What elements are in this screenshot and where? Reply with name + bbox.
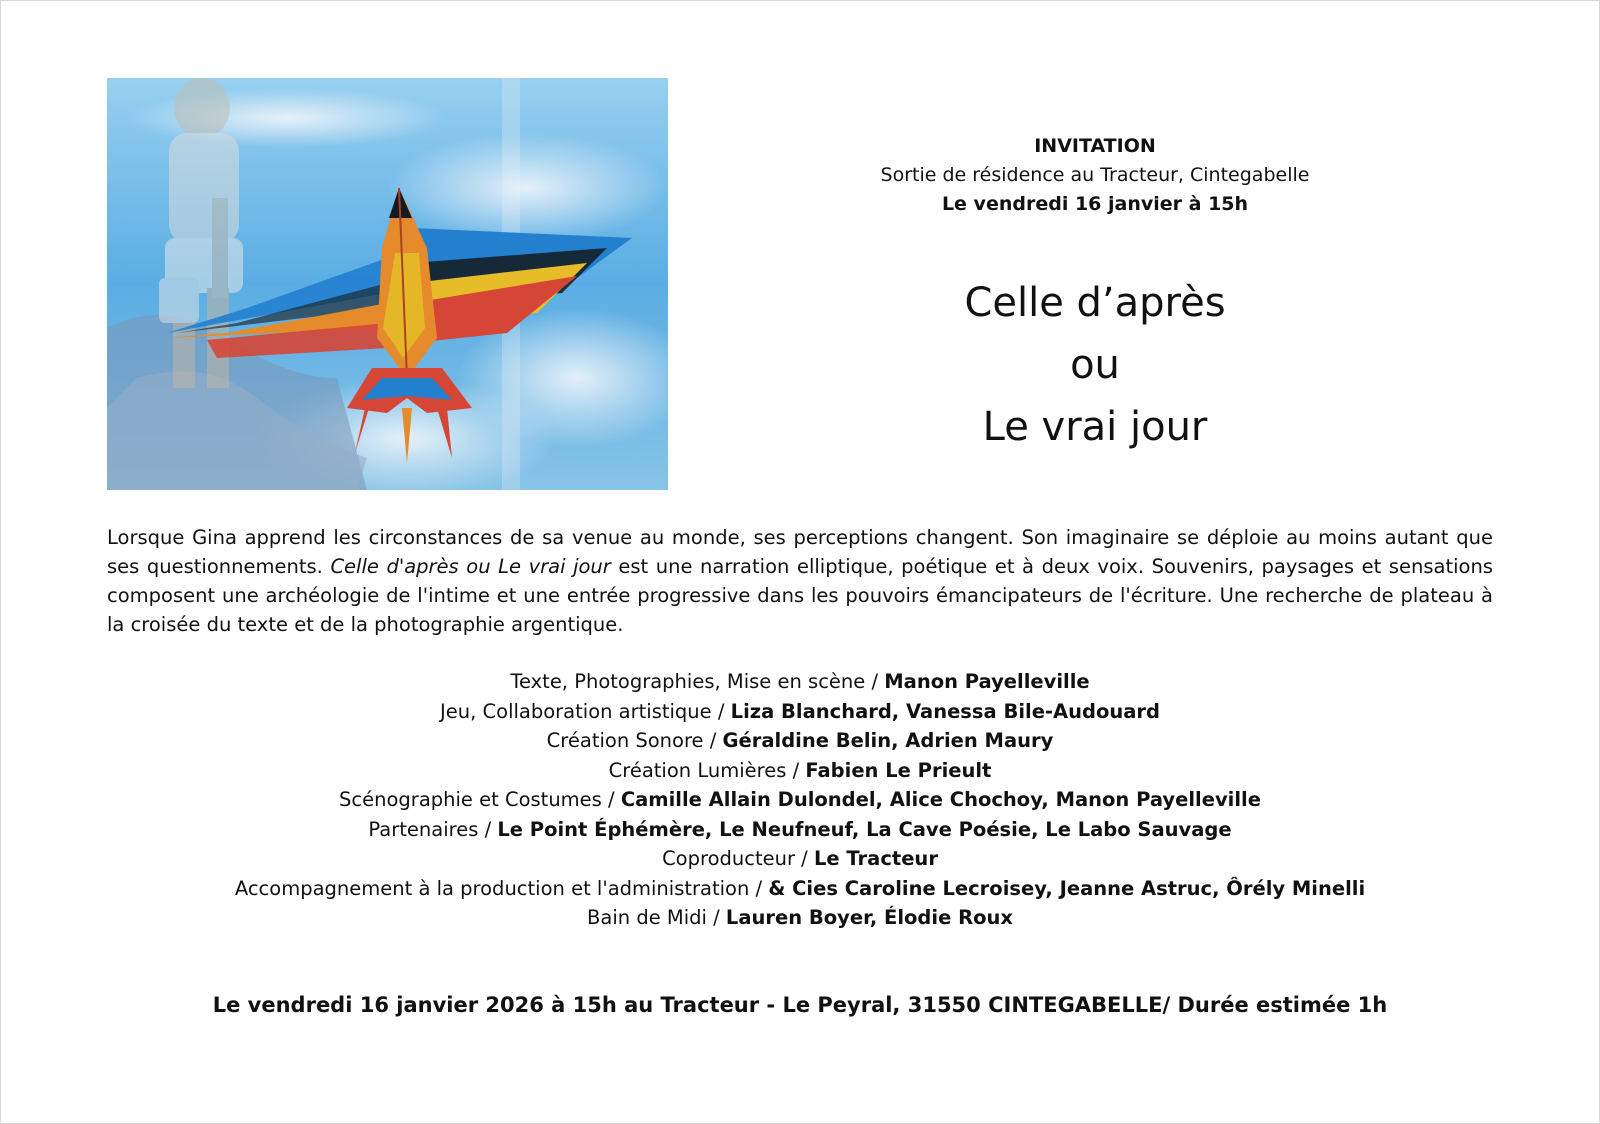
credit-names: Liza Blanchard, Vanessa Bile-Audouard [730, 699, 1160, 723]
credit-names: Camille Allain Dulondel, Alice Chochoy, Manon Payelleville [620, 788, 1261, 811]
credit-role: Accompagnement à la production et l'administration [234, 876, 750, 900]
credit-row: Création Lumières / Fabien Le Prieult [608, 758, 992, 782]
show-description [107, 523, 1493, 639]
credit-row: Scénographie et Costumes / Camille Allain Dulondel, Alice Chochoy, Manon Payelleville [339, 788, 1261, 811]
credit-role: Coproducteur [662, 847, 795, 870]
credit-names: Le Tracteur [813, 847, 938, 870]
description-italic-title: Celle d'après ou Le vrai jour [330, 555, 611, 578]
event-date: Le vendredi 16 janvier à 15h [941, 193, 1249, 215]
credit-row: Texte, Photographies, Mise en scène / Manon Payelleville [510, 670, 1090, 693]
credit-names: Manon Payelleville [884, 670, 1090, 693]
title-line-2: ou [1070, 342, 1120, 388]
credits-list [107, 667, 1493, 933]
credit-role: Création Lumières [608, 758, 787, 782]
credit-row: Bain de Midi / Lauren Boyer, Élodie Roux [587, 906, 1013, 929]
credit-role: Texte, Photographies, Mise en scène [510, 670, 866, 693]
credit-row: Partenaires / Le Point Éphémère, Le Neufneuf, La Cave Poésie, Le Labo Sauvage [368, 817, 1232, 841]
description-part-1: Lorsque Gina apprend les circonstances de sa venue au monde, ses perceptions changent. Son imaginaire se déploie au moins autant que ses questionnements. [107, 526, 1493, 578]
credit-names: Géraldine Belin, Adrien Maury [722, 729, 1054, 752]
credit-row: Coproducteur / Le Tracteur [662, 847, 938, 870]
kite-photograph [107, 78, 668, 490]
credit-names: & Cies Caroline Lecroisey, Jeanne Astruc, Ôrély Minelli [768, 876, 1366, 900]
title-line-1: Celle d’après [964, 280, 1226, 326]
credit-names: Le Point Éphémère, Le Neufneuf, La Cave Poésie, Le Labo Sauvage [497, 817, 1232, 841]
title-line-3: Le vrai jour [982, 404, 1208, 450]
invitation-header [820, 132, 1370, 219]
invitation-label: INVITATION [1034, 135, 1156, 157]
credit-role: Jeu, Collaboration artistique [440, 699, 712, 723]
event-footer: Le vendredi 16 janvier 2026 à 15h au Tracteur - Le Peyral, 31550 CINTEGABELLE/ Durée estimée 1h [212, 993, 1388, 1017]
credit-names: Fabien Le Prieult [805, 758, 992, 782]
credit-role: Création Sonore [546, 729, 704, 752]
credit-role: Bain de Midi [587, 906, 707, 929]
credit-role: Scénographie et Costumes [339, 788, 602, 811]
credit-row: Création Sonore / Géraldine Belin, Adrien Maury [546, 729, 1054, 752]
description-part-2: est une narration elliptique, poétique et à deux voix. Souvenirs, paysages et sensations composent une archéologie de l'intime et une entrée progressive dans les pouvoirs émancipateurs de l'écriture. Une recherche de plateau à la croisée du texte et de la photographie argentique. [107, 555, 1494, 636]
residency-subtitle: Sortie de résidence au Tracteur, Cintegabelle [880, 164, 1310, 186]
credit-role: Partenaires [368, 817, 479, 841]
credit-row: Accompagnement à la production et l'administration / & Cies Caroline Lecroisey, Jeanne Astruc, Ôrély Minelli [234, 876, 1366, 900]
credit-names: Lauren Boyer, Élodie Roux [725, 906, 1013, 929]
credit-row: Jeu, Collaboration artistique / Liza Blanchard, Vanessa Bile-Audouard [440, 699, 1160, 723]
show-title [820, 272, 1370, 458]
